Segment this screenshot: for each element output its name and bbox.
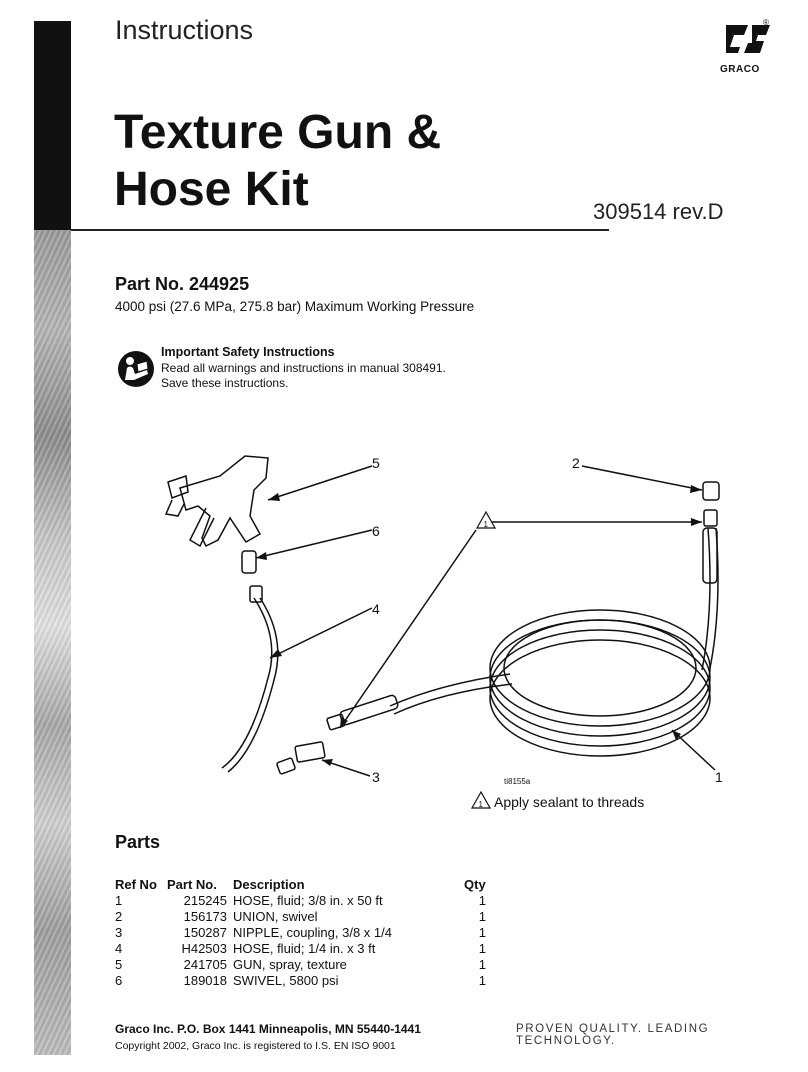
cell-part: 215245 xyxy=(183,893,227,908)
cell-qty: 1 xyxy=(478,957,486,972)
cell-ref: 6 xyxy=(115,973,123,988)
parts-header-row xyxy=(115,876,486,893)
hose-lead-bottom-2 xyxy=(394,684,512,714)
read-manual-icon xyxy=(117,350,155,388)
cell-ref: 1 xyxy=(115,893,123,908)
table-row xyxy=(115,893,486,909)
hose-fitting-top xyxy=(704,510,717,526)
leader-4 xyxy=(270,608,372,658)
callout-6: 6 xyxy=(372,523,380,539)
leader-6 xyxy=(256,530,372,558)
cell-desc: GUN, spray, texture xyxy=(233,957,347,972)
short-hose-2 xyxy=(228,598,278,772)
callout-2: 2 xyxy=(572,455,580,471)
part-number: Part No. 244925 xyxy=(115,274,250,294)
short-hose-fitting-bottom xyxy=(276,758,295,775)
cell-part: H42503 xyxy=(181,941,227,956)
cell-ref: 4 xyxy=(115,941,123,956)
arrowhead-6 xyxy=(256,552,267,560)
nipple-fitting xyxy=(295,742,325,763)
col-qty: Qty xyxy=(464,877,486,892)
cell-part: 150287 xyxy=(183,925,227,940)
company-address: Graco Inc. P.O. Box 1441 Minneapolis, MN 55440-1441 xyxy=(115,1022,421,1036)
table-row xyxy=(115,925,486,941)
cell-qty: 1 xyxy=(478,973,486,988)
hose-coil-inner xyxy=(504,620,696,716)
cell-ref: 3 xyxy=(115,925,123,940)
title-line-2: Hose Kit xyxy=(114,163,309,216)
registered-mark: ® xyxy=(763,18,769,27)
arrowhead-3 xyxy=(322,759,333,766)
sidebar-metallic-band xyxy=(34,230,71,1055)
union-fitting xyxy=(703,482,719,500)
cell-qty: 1 xyxy=(478,893,486,908)
spring-guard-bottom xyxy=(339,694,398,725)
cell-desc: HOSE, fluid; 1/4 in. x 3 ft xyxy=(233,941,376,956)
cell-qty: 1 xyxy=(478,909,486,924)
cell-qty: 1 xyxy=(478,941,486,956)
table-row xyxy=(115,909,486,925)
cell-desc: NIPPLE, coupling, 3/8 x 1/4 xyxy=(233,925,392,940)
spray-gun-trigger xyxy=(190,508,214,546)
hose-coil-2 xyxy=(490,620,710,736)
sidebar-black-band xyxy=(34,21,71,230)
sealant-note: Apply sealant to threads xyxy=(494,794,645,810)
cell-qty: 1 xyxy=(478,925,486,940)
max-pressure: 4000 psi (27.6 MPa, 275.8 bar) Maximum Working Pressure xyxy=(115,299,475,314)
arrowhead-5 xyxy=(268,493,280,501)
exploded-assembly-diagram xyxy=(150,448,730,813)
col-description: Description xyxy=(233,877,305,892)
page-title xyxy=(114,104,441,218)
cell-desc: UNION, swivel xyxy=(233,909,318,924)
safety-line-1: Read all warnings and instructions in manual 308491. xyxy=(161,361,446,375)
callout-4: 4 xyxy=(372,601,380,617)
cell-ref: 5 xyxy=(115,957,123,972)
parts-table xyxy=(115,876,486,989)
spray-gun-guard xyxy=(166,500,184,516)
cell-part: 156173 xyxy=(183,909,227,924)
document-type: Instructions xyxy=(115,15,254,45)
callout-5: 5 xyxy=(372,455,380,471)
cell-desc: SWIVEL, 5800 psi xyxy=(233,973,339,988)
cell-desc: HOSE, fluid; 3/8 in. x 50 ft xyxy=(233,893,383,908)
swivel-fitting xyxy=(242,551,256,573)
table-row xyxy=(115,957,486,973)
cell-ref: 2 xyxy=(115,909,123,924)
short-hose xyxy=(222,598,272,768)
table-row xyxy=(115,941,486,957)
leader-5 xyxy=(268,466,372,500)
title-line-1: Texture Gun & xyxy=(114,106,442,159)
col-part-no: Part No. xyxy=(167,877,217,892)
callout-3: 3 xyxy=(372,769,380,785)
callout-1: 1 xyxy=(715,769,723,785)
parts-heading: Parts xyxy=(115,832,161,852)
leader-2 xyxy=(582,466,702,490)
figure-id: ti8155a xyxy=(504,777,531,786)
cell-part: 241705 xyxy=(183,957,227,972)
warning-number: 1 xyxy=(483,520,488,529)
hose-coil-3 xyxy=(490,630,710,746)
arrowhead-warning-top xyxy=(691,518,702,526)
copyright-notice: Copyright 2002, Graco Inc. is registered to I.S. EN ISO 9001 xyxy=(115,1040,396,1052)
logo-wordmark: GRACO xyxy=(720,64,760,75)
table-row xyxy=(115,973,486,989)
safety-heading: Important Safety Instructions xyxy=(161,345,335,359)
safety-line-2: Save these instructions. xyxy=(161,376,289,390)
company-tagline: PROVEN QUALITY. LEADING TECHNOLOGY. xyxy=(516,1023,710,1047)
title-rule xyxy=(71,229,609,231)
cell-part: 189018 xyxy=(183,973,227,988)
hose-coil-1 xyxy=(490,610,710,726)
col-ref-no: Ref No xyxy=(115,877,157,892)
document-number: 309514 rev.D xyxy=(593,199,724,224)
note-warning-number: 1 xyxy=(478,800,483,809)
